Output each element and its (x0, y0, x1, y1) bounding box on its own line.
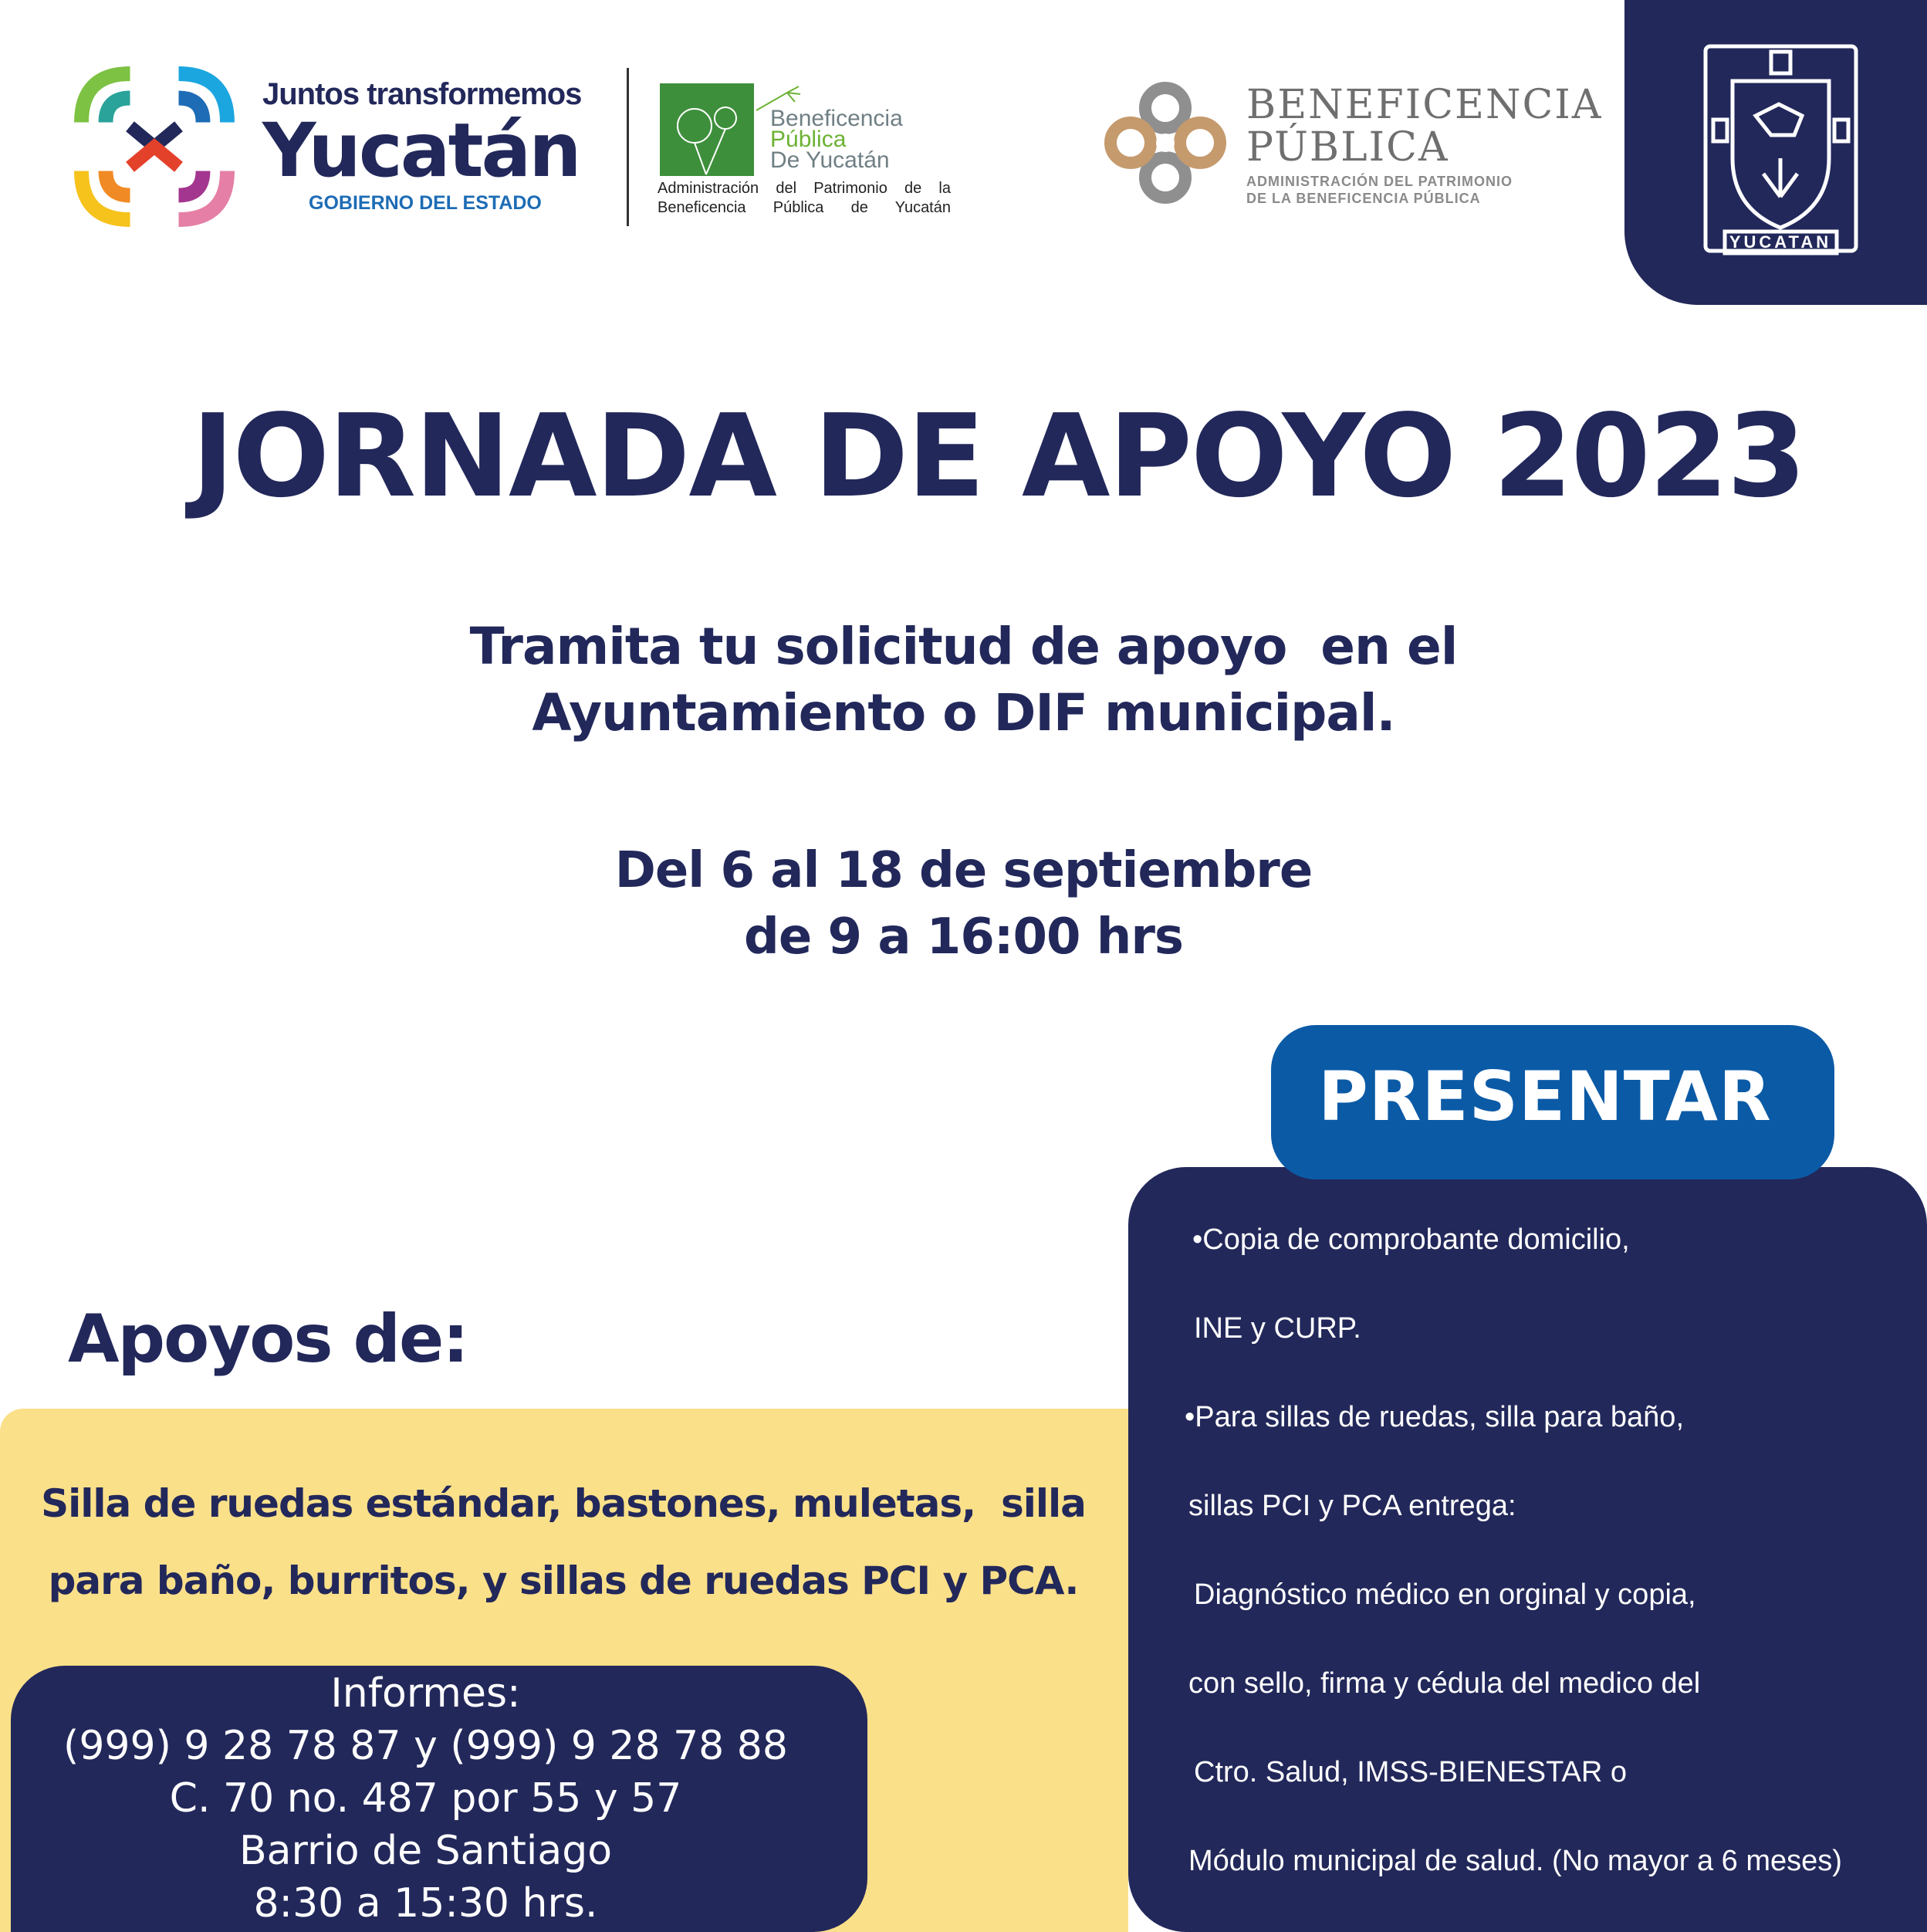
subtitle-line1: Tramita tu solicitud de apoyo en el (469, 617, 1458, 676)
subtitle-line2: Ayuntamiento o DIF municipal. (532, 683, 1395, 743)
informes-hours: 8:30 a 15:30 hrs. (253, 1880, 598, 1927)
coat-of-arms-label: YUCATAN (1729, 232, 1832, 252)
apoyos-line2: para baño, burritos, y sillas de ruedas PCI y PCA. (48, 1558, 1079, 1603)
bp-logo-line1: BENEFICENCIA (1246, 82, 1603, 128)
requirement-item: con sello, firma y cédula del medico del (1188, 1667, 1701, 1700)
informes-neighborhood: Barrio de Santiago (238, 1828, 613, 1874)
page-title: JORNADA DE APOYO 2023 (191, 390, 1805, 523)
yucatan-logo-tagline: Juntos transformemos (262, 77, 582, 111)
bp-logo-line2: PÚBLICA (1246, 124, 1449, 171)
informes-address: C. 70 no. 487 por 55 y 57 (169, 1775, 682, 1822)
bpy-logo-line1: Beneficencia (770, 106, 903, 131)
bp-logo-line4: DE LA BENEFICENCIA PÚBLICA (1246, 191, 1481, 206)
logo-divider (627, 68, 629, 226)
yucatan-logo-subtitle: GOBIERNO DEL ESTADO (309, 192, 542, 214)
yucatan-logo-text (262, 77, 610, 215)
dandelion-icon (660, 83, 754, 176)
dates-line2: de 9 a 16:00 hrs (744, 908, 1183, 966)
bpy-logo-line2: Pública (770, 127, 847, 152)
apoyos-heading: Apoyos de: (68, 1301, 468, 1378)
requirement-item: •Para sillas de ruedas, silla para baño, (1185, 1401, 1685, 1433)
informes-text (11, 1667, 840, 1930)
bpy-logo-line3: De Yucatán (770, 147, 890, 173)
informes-phones: (999) 9 28 78 87 y (999) 9 28 78 88 (63, 1723, 788, 1769)
beneficencia-publica-logo-icon (1104, 81, 1227, 205)
apoyos-line1: Silla de ruedas estándar, bastones, muletas, silla (41, 1481, 1086, 1526)
bp-logo-line3: ADMINISTRACIÓN DEL PATRIMONIO (1246, 174, 1513, 189)
requirements-panel (1128, 1167, 1927, 1932)
requirement-item: Ctro. Salud, IMSS-BIENESTAR o (1194, 1756, 1628, 1788)
bpy-logo-text (770, 108, 903, 171)
requirement-item: sillas PCI y PCA entrega: (1188, 1490, 1516, 1522)
event-dates (0, 837, 1927, 970)
informes-label: Informes: (330, 1670, 521, 1717)
yucatan-logo-name: Yucatán (262, 107, 580, 194)
subtitle (0, 614, 1927, 746)
presentar-badge: PRESENTAR (1271, 1025, 1834, 1179)
requirement-item: Módulo municipal de salud. (No mayor a 6 meses) (1188, 1845, 1842, 1877)
bpy-logo-caption (658, 179, 951, 218)
bpy-logo-caption-line2: Beneficencia Pública de Yucatán (658, 199, 951, 216)
yucatan-logo-icon (73, 66, 235, 228)
bp-logo-text (1246, 83, 1602, 207)
requirement-item: Diagnóstico médico en orginal y copia, (1194, 1578, 1696, 1611)
requirement-item: •Copia de comprobante domicilio, (1192, 1223, 1630, 1256)
coat-of-arms-icon (1702, 42, 1860, 266)
bpy-logo-caption-line1: Administración del Patrimonio de la (658, 180, 951, 197)
dates-line1: Del 6 al 18 de septiembre (614, 842, 1313, 899)
requirement-item: INE y CURP. (1194, 1312, 1361, 1345)
apoyos-text (31, 1465, 1096, 1619)
